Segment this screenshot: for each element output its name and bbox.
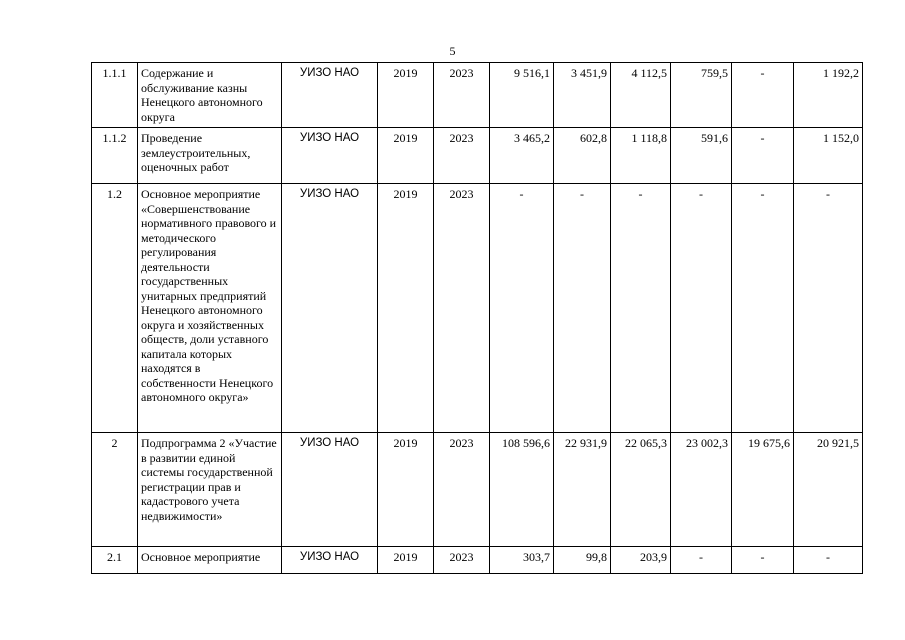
amount-year-4-cell: 19 675,6 [732, 433, 794, 547]
start-year-cell: 2019 [378, 128, 434, 184]
total-amount-cell: - [490, 184, 554, 433]
row-number-cell: 2.1 [92, 547, 138, 574]
amount-year-1-cell: 602,8 [554, 128, 611, 184]
amount-year-4-cell: - [732, 63, 794, 128]
amount-year-2-cell: 4 112,5 [611, 63, 671, 128]
start-year-cell: 2019 [378, 63, 434, 128]
amount-year-5-cell: - [794, 547, 863, 574]
row-name-cell: Основное мероприятие [138, 547, 282, 574]
amount-year-1-cell: - [554, 184, 611, 433]
amount-year-5-cell: 20 921,5 [794, 433, 863, 547]
amount-year-5-cell: - [794, 184, 863, 433]
total-amount-cell: 9 516,1 [490, 63, 554, 128]
amount-year-4-cell: - [732, 184, 794, 433]
total-amount-cell: 303,7 [490, 547, 554, 574]
total-amount-cell: 108 596,6 [490, 433, 554, 547]
row-number-cell: 1.1.2 [92, 128, 138, 184]
amount-year-3-cell: - [671, 184, 732, 433]
start-year-cell: 2019 [378, 184, 434, 433]
amount-year-5-cell: 1 152,0 [794, 128, 863, 184]
end-year-cell: 2023 [434, 63, 490, 128]
table-row [92, 128, 863, 184]
table-row [92, 63, 863, 128]
amount-year-2-cell: 1 118,8 [611, 128, 671, 184]
row-name-cell: Содержание и обслуживание казны Ненецкого автономного округа [138, 63, 282, 128]
amount-year-3-cell: 591,6 [671, 128, 732, 184]
executor-cell: УИЗО НАО [282, 547, 378, 574]
end-year-cell: 2023 [434, 433, 490, 547]
amount-year-1-cell: 99,8 [554, 547, 611, 574]
row-number-cell: 1.2 [92, 184, 138, 433]
executor-cell: УИЗО НАО [282, 184, 378, 433]
program-budget-table [91, 62, 863, 574]
amount-year-3-cell: - [671, 547, 732, 574]
row-number-cell: 1.1.1 [92, 63, 138, 128]
amount-year-2-cell: 203,9 [611, 547, 671, 574]
executor-cell: УИЗО НАО [282, 128, 378, 184]
amount-year-5-cell: 1 192,2 [794, 63, 863, 128]
end-year-cell: 2023 [434, 128, 490, 184]
amount-year-4-cell: - [732, 128, 794, 184]
table-row [92, 184, 863, 433]
start-year-cell: 2019 [378, 433, 434, 547]
amount-year-3-cell: 23 002,3 [671, 433, 732, 547]
amount-year-4-cell: - [732, 547, 794, 574]
amount-year-3-cell: 759,5 [671, 63, 732, 128]
row-name-cell: Проведение землеустроительных, оценочных работ [138, 128, 282, 184]
executor-cell: УИЗО НАО [282, 433, 378, 547]
row-name-cell: Подпрограмма 2 «Участие в развитии единой системы государственной регистрации прав и кадастрового учета недвижимости» [138, 433, 282, 547]
end-year-cell: 2023 [434, 547, 490, 574]
table-row [92, 547, 863, 574]
end-year-cell: 2023 [434, 184, 490, 433]
start-year-cell: 2019 [378, 547, 434, 574]
row-number-cell: 2 [92, 433, 138, 547]
amount-year-1-cell: 3 451,9 [554, 63, 611, 128]
amount-year-2-cell: 22 065,3 [611, 433, 671, 547]
total-amount-cell: 3 465,2 [490, 128, 554, 184]
table-row [92, 433, 863, 547]
table-body [92, 63, 863, 574]
amount-year-1-cell: 22 931,9 [554, 433, 611, 547]
row-name-cell: Основное мероприятие «Совершенствование нормативного правового и методического регулирования деятельности государственных унитарных предприятий Ненецкого автономного округа и хозяйственных обществ, доли уставного капитала которых находятся в собственности Ненецкого автономного округа» [138, 184, 282, 433]
executor-cell: УИЗО НАО [282, 63, 378, 128]
page-number: 5 [449, 44, 456, 58]
amount-year-2-cell: - [611, 184, 671, 433]
